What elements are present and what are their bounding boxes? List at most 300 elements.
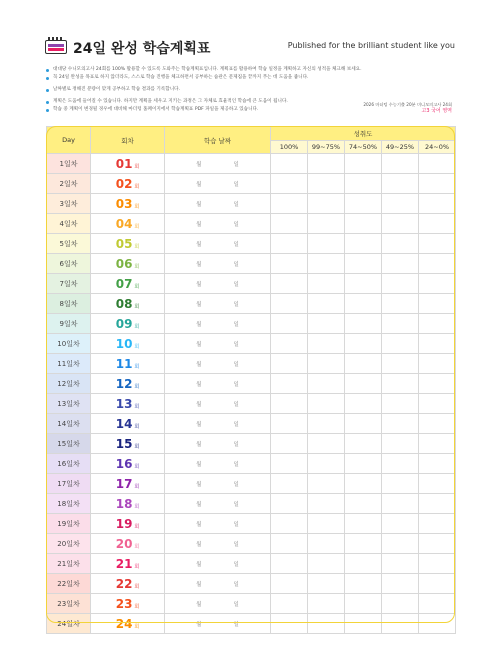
score-check-cell[interactable] <box>271 614 308 634</box>
month-label: 월 <box>196 361 202 368</box>
month-label: 월 <box>196 541 202 548</box>
day-label: 일 <box>233 441 239 448</box>
score-check-cell[interactable] <box>271 274 308 294</box>
score-check-cell[interactable] <box>308 334 345 354</box>
score-check-cell[interactable] <box>308 274 345 294</box>
score-check-cell[interactable] <box>308 454 345 474</box>
month-label: 월 <box>196 581 202 588</box>
score-check-cell[interactable] <box>271 494 308 514</box>
score-check-cell[interactable] <box>308 174 345 194</box>
score-check-cell[interactable] <box>382 394 419 414</box>
round-cell <box>91 554 165 574</box>
date-cell[interactable] <box>165 274 271 294</box>
round-suffix: 회 <box>134 363 140 370</box>
day-label: 일 <box>233 501 239 508</box>
month-label: 월 <box>196 161 202 168</box>
month-label: 월 <box>196 501 202 508</box>
round-cell <box>91 294 165 314</box>
date-cell[interactable] <box>165 514 271 534</box>
round-cell <box>91 474 165 494</box>
score-check-cell[interactable] <box>345 514 382 534</box>
score-check-cell[interactable] <box>382 614 419 634</box>
round-cell <box>91 334 165 354</box>
score-check-cell[interactable] <box>271 214 308 234</box>
date-cell[interactable] <box>165 314 271 334</box>
score-check-cell[interactable] <box>271 554 308 574</box>
subject-label: 고3 국어 영역 <box>421 108 452 114</box>
month-label: 월 <box>196 241 202 248</box>
day-label: 일 <box>233 241 239 248</box>
header-score: 성취도 <box>271 127 456 141</box>
day-cell: 11일차 <box>47 354 91 374</box>
score-check-cell[interactable] <box>345 214 382 234</box>
month-label: 월 <box>196 521 202 528</box>
date-cell[interactable] <box>165 494 271 514</box>
score-check-cell[interactable] <box>419 274 456 294</box>
day-cell: 15일차 <box>47 434 91 454</box>
date-cell[interactable] <box>165 614 271 634</box>
score-check-cell[interactable] <box>345 374 382 394</box>
score-check-cell[interactable] <box>271 374 308 394</box>
page-title: 24일 완성 학습계획표 <box>73 41 211 57</box>
round-suffix: 회 <box>134 443 140 450</box>
day-cell: 12일차 <box>47 374 91 394</box>
instruction-item: 학습 중 계획이 변경될 경우에 대비해 마더텅 홈페이지에서 학습계획표 PDF 파일을 제공하고 있습니다. <box>46 106 346 114</box>
month-label: 월 <box>196 401 202 408</box>
score-check-cell[interactable] <box>308 414 345 434</box>
date-cell[interactable] <box>165 214 271 234</box>
score-check-cell[interactable] <box>308 294 345 314</box>
round-suffix: 회 <box>134 203 140 210</box>
day-label: 일 <box>233 381 239 388</box>
round-number: 16 <box>115 456 133 471</box>
date-cell[interactable] <box>165 594 271 614</box>
month-label: 월 <box>196 281 202 288</box>
day-cell: 20일차 <box>47 534 91 554</box>
day-label: 일 <box>233 461 239 468</box>
score-check-cell[interactable] <box>271 474 308 494</box>
score-check-cell[interactable] <box>345 154 382 174</box>
round-suffix: 회 <box>134 543 140 550</box>
score-check-cell[interactable] <box>345 574 382 594</box>
score-check-cell[interactable] <box>345 594 382 614</box>
score-check-cell[interactable] <box>419 234 456 254</box>
score-check-cell[interactable] <box>271 434 308 454</box>
score-check-cell[interactable] <box>271 354 308 374</box>
score-check-cell[interactable] <box>345 394 382 414</box>
round-cell <box>91 534 165 554</box>
header-round: 회차 <box>91 127 165 154</box>
plan-row <box>47 574 456 594</box>
date-cell[interactable] <box>165 254 271 274</box>
series-title: 2026 마더텅 수능기출 20분 미니모의고사 24회 <box>363 102 452 107</box>
date-cell[interactable] <box>165 174 271 194</box>
score-check-cell[interactable] <box>308 534 345 554</box>
day-cell: 9일차 <box>47 314 91 334</box>
round-number: 14 <box>115 416 133 431</box>
page-header <box>45 38 455 56</box>
plan-row <box>47 194 456 214</box>
day-label: 일 <box>233 161 239 168</box>
score-check-cell[interactable] <box>271 174 308 194</box>
score-check-cell[interactable] <box>308 254 345 274</box>
score-check-cell[interactable] <box>419 494 456 514</box>
score-check-cell[interactable] <box>382 494 419 514</box>
score-check-cell[interactable] <box>382 414 419 434</box>
score-check-cell[interactable] <box>382 534 419 554</box>
header-day: Day <box>47 127 91 154</box>
day-label: 일 <box>233 321 239 328</box>
score-check-cell[interactable] <box>271 594 308 614</box>
score-check-cell[interactable] <box>345 194 382 214</box>
plan-row <box>47 434 456 454</box>
date-cell[interactable] <box>165 374 271 394</box>
score-check-cell[interactable] <box>345 494 382 514</box>
score-check-cell[interactable] <box>308 594 345 614</box>
score-check-cell[interactable] <box>345 614 382 634</box>
round-suffix: 회 <box>134 423 140 430</box>
date-cell[interactable] <box>165 474 271 494</box>
score-check-cell[interactable] <box>308 154 345 174</box>
day-cell: 6일차 <box>47 254 91 274</box>
round-cell <box>91 574 165 594</box>
day-label: 일 <box>233 521 239 528</box>
plan-row <box>47 414 456 434</box>
score-check-cell[interactable] <box>382 194 419 214</box>
round-number: 11 <box>115 356 133 371</box>
round-number: 01 <box>115 156 133 171</box>
score-check-cell[interactable] <box>382 574 419 594</box>
score-check-cell[interactable] <box>308 374 345 394</box>
month-label: 월 <box>196 421 202 428</box>
day-label: 일 <box>233 621 239 628</box>
month-label: 월 <box>196 201 202 208</box>
score-check-cell[interactable] <box>419 314 456 334</box>
score-check-cell[interactable] <box>382 174 419 194</box>
round-number: 15 <box>115 436 133 451</box>
day-label: 일 <box>233 281 239 288</box>
plan-row <box>47 174 456 194</box>
day-label: 일 <box>233 261 239 268</box>
plan-row <box>47 514 456 534</box>
day-cell: 14일차 <box>47 414 91 434</box>
score-check-cell[interactable] <box>345 414 382 434</box>
score-check-cell[interactable] <box>419 154 456 174</box>
day-label: 일 <box>233 301 239 308</box>
score-check-cell[interactable] <box>419 554 456 574</box>
day-label: 일 <box>233 401 239 408</box>
round-cell <box>91 494 165 514</box>
score-check-cell[interactable] <box>308 214 345 234</box>
date-cell[interactable] <box>165 574 271 594</box>
round-cell <box>91 414 165 434</box>
day-label: 일 <box>233 201 239 208</box>
plan-row <box>47 154 456 174</box>
round-number: 17 <box>115 476 133 491</box>
score-check-cell[interactable] <box>271 254 308 274</box>
score-check-cell[interactable] <box>345 174 382 194</box>
score-check-cell[interactable] <box>382 234 419 254</box>
round-number: 24 <box>115 616 133 631</box>
score-check-cell[interactable] <box>382 354 419 374</box>
round-number: 21 <box>115 556 133 571</box>
plan-row <box>47 374 456 394</box>
plan-row <box>47 234 456 254</box>
score-check-cell[interactable] <box>345 314 382 334</box>
score-check-cell[interactable] <box>382 474 419 494</box>
month-label: 월 <box>196 341 202 348</box>
score-check-cell[interactable] <box>382 274 419 294</box>
month-label: 월 <box>196 481 202 488</box>
day-cell: 2일차 <box>47 174 91 194</box>
round-number: 07 <box>115 276 133 291</box>
day-cell: 23일차 <box>47 594 91 614</box>
score-check-cell[interactable] <box>308 574 345 594</box>
month-label: 월 <box>196 321 202 328</box>
plan-row <box>47 274 456 294</box>
round-suffix: 회 <box>134 403 140 410</box>
day-cell: 13일차 <box>47 394 91 414</box>
day-cell: 18일차 <box>47 494 91 514</box>
score-check-cell[interactable] <box>271 154 308 174</box>
round-cell <box>91 594 165 614</box>
score-check-cell[interactable] <box>382 334 419 354</box>
round-cell <box>91 274 165 294</box>
date-cell[interactable] <box>165 414 271 434</box>
month-label: 월 <box>196 561 202 568</box>
score-check-cell[interactable] <box>419 334 456 354</box>
score-check-cell[interactable] <box>419 454 456 474</box>
score-check-cell[interactable] <box>382 154 419 174</box>
score-check-cell[interactable] <box>382 554 419 574</box>
day-label: 일 <box>233 421 239 428</box>
plan-row <box>47 294 456 314</box>
instruction-item: 날짜별로 정해진 분량이 맞게 공부하고 학습 결과를 기록합니다. <box>46 86 346 94</box>
round-suffix: 회 <box>134 243 140 250</box>
round-cell <box>91 374 165 394</box>
score-check-cell[interactable] <box>271 334 308 354</box>
score-check-cell[interactable] <box>382 594 419 614</box>
score-check-cell[interactable] <box>308 394 345 414</box>
round-number: 18 <box>115 496 133 511</box>
score-check-cell[interactable] <box>419 394 456 414</box>
score-check-cell[interactable] <box>308 314 345 334</box>
round-number: 03 <box>115 196 133 211</box>
round-number: 12 <box>115 376 133 391</box>
round-suffix: 회 <box>134 163 140 170</box>
score-check-cell[interactable] <box>308 354 345 374</box>
round-suffix: 회 <box>134 303 140 310</box>
date-cell[interactable] <box>165 294 271 314</box>
score-check-cell[interactable] <box>419 254 456 274</box>
score-check-cell[interactable] <box>419 574 456 594</box>
score-check-cell[interactable] <box>382 434 419 454</box>
score-check-cell[interactable] <box>419 434 456 454</box>
score-check-cell[interactable] <box>271 414 308 434</box>
month-label: 월 <box>196 181 202 188</box>
score-check-cell[interactable] <box>382 314 419 334</box>
month-label: 월 <box>196 301 202 308</box>
score-check-cell[interactable] <box>271 454 308 474</box>
day-label: 일 <box>233 581 239 588</box>
planner-logo-icon <box>45 40 67 54</box>
round-suffix: 회 <box>134 583 140 590</box>
score-check-cell[interactable] <box>419 534 456 554</box>
day-cell: 17일차 <box>47 474 91 494</box>
score-check-cell[interactable] <box>419 594 456 614</box>
round-cell <box>91 314 165 334</box>
round-suffix: 회 <box>134 383 140 390</box>
round-suffix: 회 <box>134 623 140 630</box>
score-check-cell[interactable] <box>308 474 345 494</box>
plan-row <box>47 394 456 414</box>
month-label: 월 <box>196 601 202 608</box>
score-check-cell[interactable] <box>419 354 456 374</box>
date-cell[interactable] <box>165 194 271 214</box>
date-cell[interactable] <box>165 534 271 554</box>
date-cell[interactable] <box>165 454 271 474</box>
round-number: 02 <box>115 176 133 191</box>
date-cell[interactable] <box>165 434 271 454</box>
score-check-cell[interactable] <box>345 234 382 254</box>
month-label: 월 <box>196 221 202 228</box>
day-label: 일 <box>233 601 239 608</box>
score-check-cell[interactable] <box>345 534 382 554</box>
day-cell: 7일차 <box>47 274 91 294</box>
instruction-item: 꼭 24일 완성을 목표로 하지 않더라도, 스스로 학습 진행을 체크하면서 공부하는 습관은 문제집을 끝까지 푸는 데 도움을 줍니다. <box>46 74 346 82</box>
score-check-cell[interactable] <box>308 614 345 634</box>
day-label: 일 <box>233 221 239 228</box>
score-check-cell[interactable] <box>419 414 456 434</box>
plan-row <box>47 314 456 334</box>
score-check-cell[interactable] <box>345 554 382 574</box>
round-number: 22 <box>115 576 133 591</box>
day-cell: 5일차 <box>47 234 91 254</box>
score-check-cell[interactable] <box>345 334 382 354</box>
score-check-cell[interactable] <box>345 434 382 454</box>
score-check-cell[interactable] <box>382 214 419 234</box>
plan-row <box>47 254 456 274</box>
score-check-cell[interactable] <box>345 354 382 374</box>
round-cell <box>91 514 165 534</box>
day-label: 일 <box>233 361 239 368</box>
round-suffix: 회 <box>134 183 140 190</box>
round-suffix: 회 <box>134 223 140 230</box>
score-check-cell[interactable] <box>419 474 456 494</box>
round-cell <box>91 194 165 214</box>
round-suffix: 회 <box>134 463 140 470</box>
score-check-cell[interactable] <box>271 514 308 534</box>
score-check-cell[interactable] <box>419 614 456 634</box>
score-check-cell[interactable] <box>271 394 308 414</box>
date-cell[interactable] <box>165 394 271 414</box>
day-cell: 3일차 <box>47 194 91 214</box>
plan-row <box>47 474 456 494</box>
score-check-cell[interactable] <box>308 234 345 254</box>
score-check-cell[interactable] <box>271 194 308 214</box>
round-cell <box>91 394 165 414</box>
score-check-cell[interactable] <box>271 234 308 254</box>
tagline: Published for the brilliant student like you <box>287 41 455 50</box>
score-check-cell[interactable] <box>419 214 456 234</box>
month-label: 월 <box>196 261 202 268</box>
day-cell: 8일차 <box>47 294 91 314</box>
score-check-cell[interactable] <box>345 254 382 274</box>
study-plan-table <box>46 126 456 634</box>
round-suffix: 회 <box>134 503 140 510</box>
score-check-cell[interactable] <box>271 314 308 334</box>
score-check-cell[interactable] <box>419 194 456 214</box>
date-cell[interactable] <box>165 554 271 574</box>
day-cell: 19일차 <box>47 514 91 534</box>
day-cell: 1일차 <box>47 154 91 174</box>
score-check-cell[interactable] <box>382 374 419 394</box>
month-label: 월 <box>196 461 202 468</box>
score-check-cell[interactable] <box>419 514 456 534</box>
plan-row <box>47 554 456 574</box>
score-check-cell[interactable] <box>271 294 308 314</box>
score-check-cell[interactable] <box>308 434 345 454</box>
plan-row <box>47 494 456 514</box>
month-label: 월 <box>196 621 202 628</box>
round-cell <box>91 174 165 194</box>
score-level-header: 100% <box>271 141 308 154</box>
score-check-cell[interactable] <box>419 374 456 394</box>
score-check-cell[interactable] <box>382 294 419 314</box>
round-number: 19 <box>115 516 133 531</box>
plan-row <box>47 334 456 354</box>
score-check-cell[interactable] <box>419 174 456 194</box>
score-check-cell[interactable] <box>382 454 419 474</box>
date-cell[interactable] <box>165 334 271 354</box>
date-cell[interactable] <box>165 354 271 374</box>
round-cell <box>91 154 165 174</box>
score-check-cell[interactable] <box>382 514 419 534</box>
day-label: 일 <box>233 341 239 348</box>
round-cell <box>91 434 165 454</box>
score-check-cell[interactable] <box>382 254 419 274</box>
score-check-cell[interactable] <box>271 534 308 554</box>
date-cell[interactable] <box>165 234 271 254</box>
date-cell[interactable] <box>165 154 271 174</box>
score-check-cell[interactable] <box>345 474 382 494</box>
score-check-cell[interactable] <box>308 494 345 514</box>
plan-row <box>47 614 456 634</box>
plan-row <box>47 594 456 614</box>
round-number: 09 <box>115 316 133 331</box>
month-label: 월 <box>196 381 202 388</box>
round-cell <box>91 214 165 234</box>
round-number: 23 <box>115 596 133 611</box>
score-check-cell[interactable] <box>308 194 345 214</box>
score-check-cell[interactable] <box>419 294 456 314</box>
score-check-cell[interactable] <box>345 454 382 474</box>
score-check-cell[interactable] <box>308 514 345 534</box>
plan-row <box>47 214 456 234</box>
day-cell: 21일차 <box>47 554 91 574</box>
day-label: 일 <box>233 481 239 488</box>
score-check-cell[interactable] <box>345 294 382 314</box>
score-check-cell[interactable] <box>271 574 308 594</box>
series-info <box>363 101 452 115</box>
score-check-cell[interactable] <box>345 274 382 294</box>
day-cell: 22일차 <box>47 574 91 594</box>
round-suffix: 회 <box>134 483 140 490</box>
round-number: 08 <box>115 296 133 311</box>
score-level-header: 24~0% <box>419 141 456 154</box>
score-check-cell[interactable] <box>308 554 345 574</box>
score-level-header: 99~75% <box>308 141 345 154</box>
